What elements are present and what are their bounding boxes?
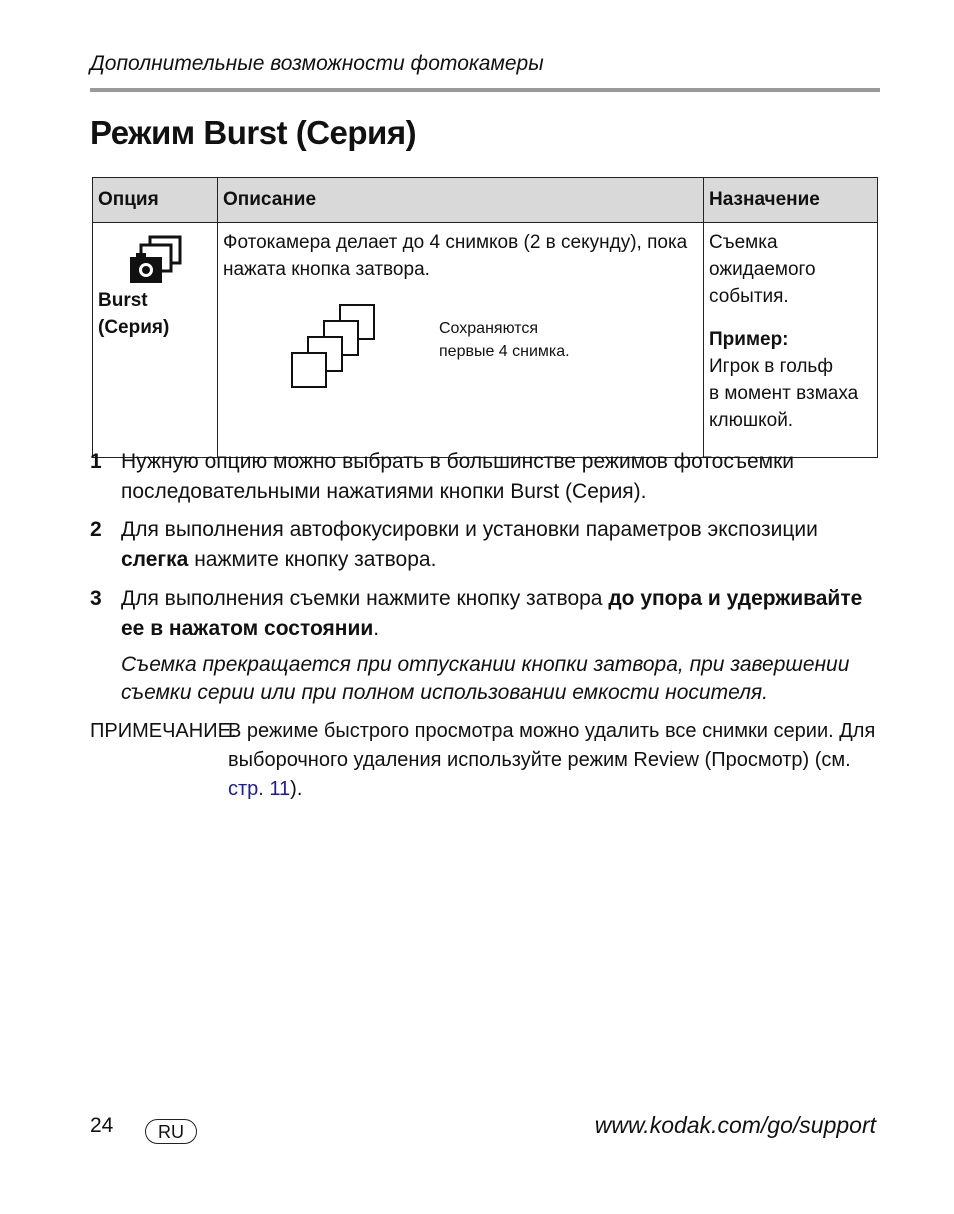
step-number: 3 xyxy=(90,587,102,610)
burst-frames-illustration xyxy=(287,303,387,395)
example-line: клюшкой. xyxy=(709,410,794,431)
step-text-part: Для выполнения съемки нажмите кнопку затвора xyxy=(121,587,609,610)
step-1 xyxy=(90,447,880,507)
example-line: Игрок в гольф xyxy=(709,356,833,377)
step-2 xyxy=(90,515,880,575)
step-text-part: Для выполнения автофокусировки и установки параметров экспозиции xyxy=(121,518,818,541)
note xyxy=(90,717,880,804)
column-header-option: Опция xyxy=(93,178,218,223)
example-line: в момент взмаха xyxy=(709,383,859,404)
description-text: Фотокамера делает до 4 снимков (2 в секунду), пока нажата кнопка затвора. xyxy=(223,232,688,280)
step-emphasis: до упора и удерживайте ее в нажатом состоянии xyxy=(121,587,863,640)
step-text xyxy=(121,515,880,575)
note-label: ПРИМЕЧАНИЕ. xyxy=(90,720,237,742)
note-body xyxy=(228,717,880,804)
option-name-translation: (Серия) xyxy=(98,317,170,338)
step-text-part: . xyxy=(373,617,380,640)
illustration-caption xyxy=(439,317,570,363)
step-text-part: нажмите кнопку затвора. xyxy=(188,548,437,571)
burst-camera-icon xyxy=(126,235,184,285)
purpose-cell xyxy=(704,223,878,458)
option-name: Burst xyxy=(98,290,148,311)
step-3 xyxy=(90,584,880,644)
step-number: 1 xyxy=(90,450,102,473)
purpose-line: Съемка xyxy=(709,232,778,253)
support-url[interactable]: www.kodak.com/go/support xyxy=(594,1112,876,1138)
page-link[interactable]: стр. 11 xyxy=(228,778,291,800)
note-text: В режиме быстрого просмотра можно удалить все снимки серии. Для выборочного удаления используйте режим Review (Просмотр) (см. xyxy=(228,720,876,771)
option-cell xyxy=(93,223,218,458)
caption-line: первые 4 снимка. xyxy=(439,343,570,360)
step-number: 2 xyxy=(90,518,102,541)
column-header-description: Описание xyxy=(218,178,704,223)
page-title: Режим Burst (Серия) xyxy=(90,114,417,151)
example-label: Пример: xyxy=(709,329,789,350)
options-table xyxy=(92,177,878,458)
table-header-row xyxy=(93,178,878,223)
page-number: 24 xyxy=(90,1114,114,1137)
language-badge: RU xyxy=(145,1119,197,1144)
purpose-line: события. xyxy=(709,286,789,307)
caption-line: Сохраняются xyxy=(439,320,539,337)
purpose-line: ожидаемого xyxy=(709,259,816,280)
step-text xyxy=(121,584,880,644)
table-row xyxy=(93,223,878,458)
step-text: Нужную опцию можно выбрать в большинстве режимов фотосъемки последовательными нажатиями кнопки Burst (Серия). xyxy=(121,450,795,503)
step-emphasis: слегка xyxy=(121,548,189,571)
note-tail: ). xyxy=(290,778,303,800)
section-header: Дополнительные возможности фотокамеры xyxy=(90,52,544,75)
header-rule xyxy=(90,88,880,92)
description-cell xyxy=(218,223,704,458)
italic-note: Съемка прекращается при отпускании кнопки затвора, при завершении съемки серии или при полном использовании емкости носителя. xyxy=(121,653,850,704)
column-header-purpose: Назначение xyxy=(704,178,878,223)
